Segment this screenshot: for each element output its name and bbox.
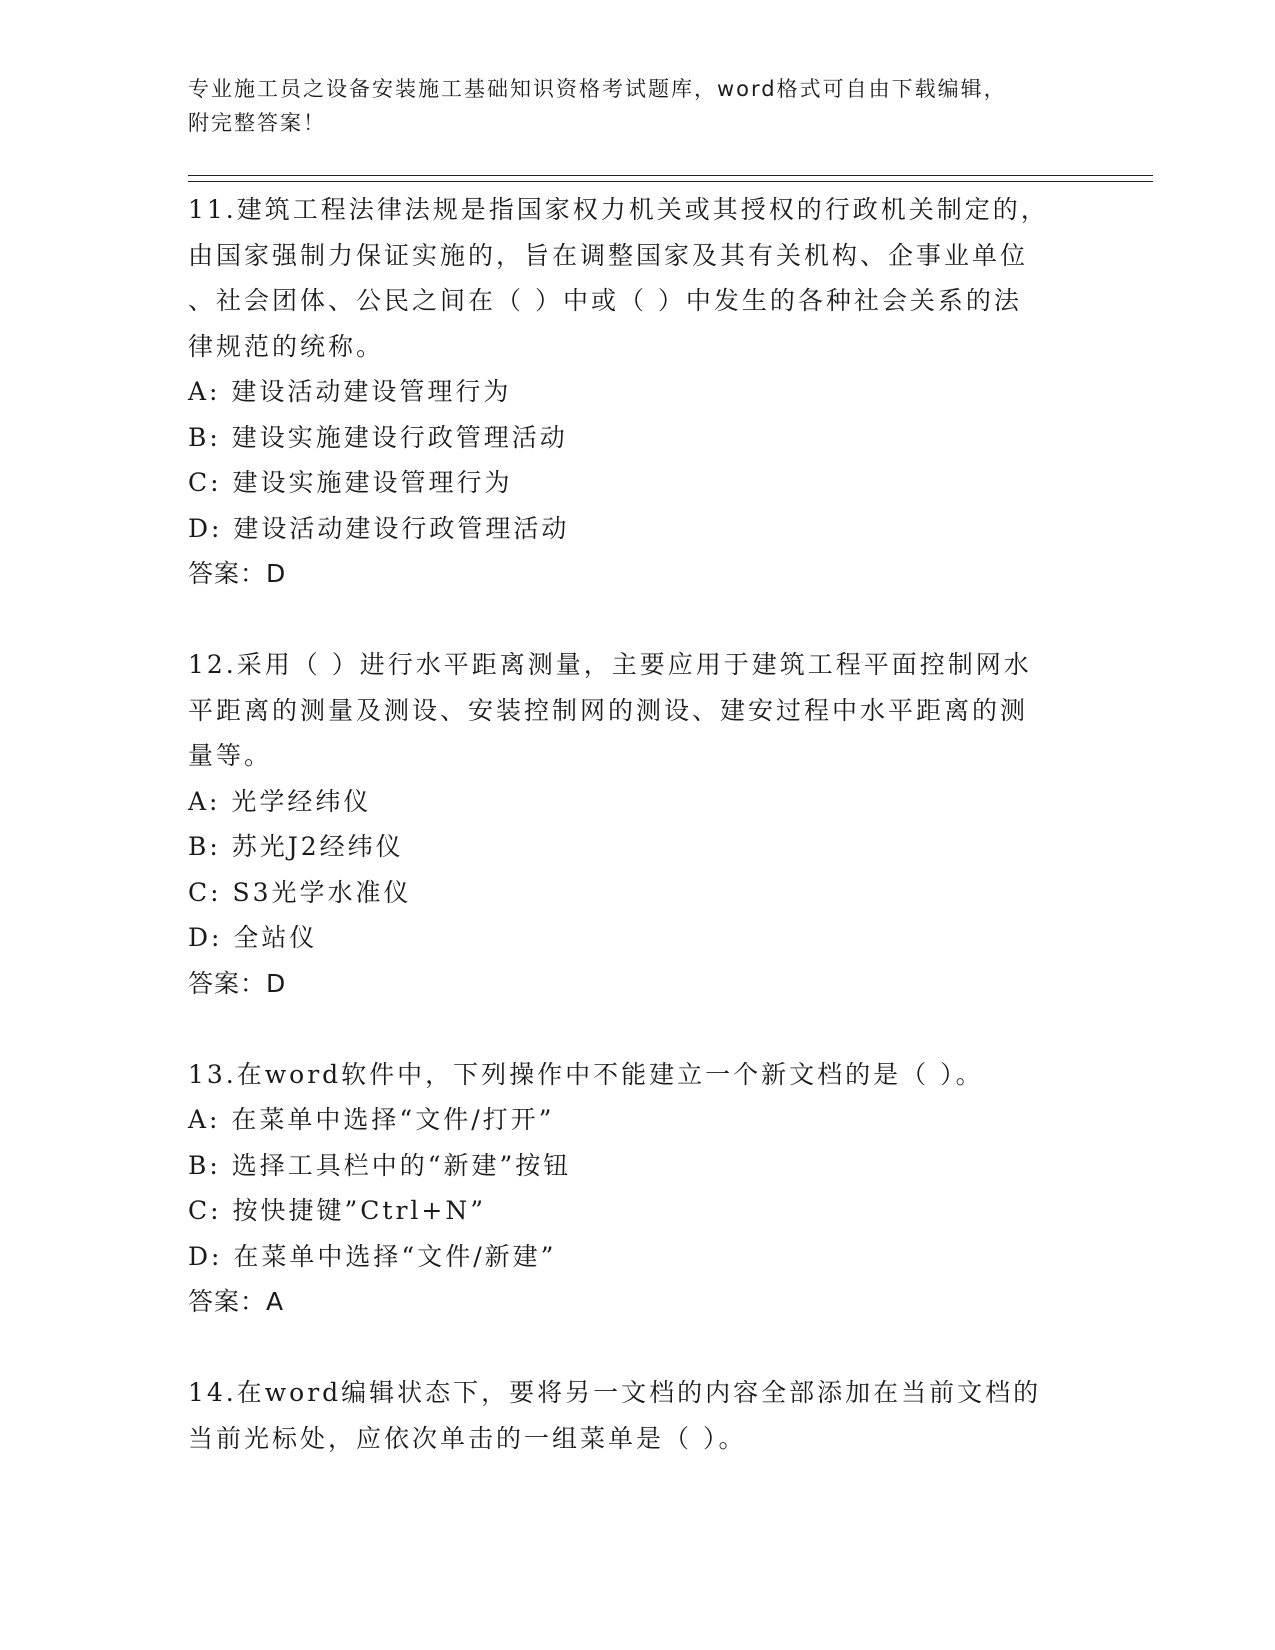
question-stem-line: 由国家强制力保证实施的，旨在调整国家及其有关机构、企事业单位 (188, 240, 1029, 270)
question-stem-line: 平距离的测量及测设、安装控制网的测设、建安过程中水平距离的测 (188, 695, 1029, 725)
option-a: A: 在菜单中选择“文件/打开” (188, 1105, 555, 1134)
header-line-1: 专业施工员之设备安装施工基础知识资格考试题库，word格式可自由下载编辑， (188, 77, 1007, 101)
option-b: B: 苏光J2经纬仪 (188, 832, 404, 861)
option-a: A: 建设活动建设管理行为 (188, 377, 512, 406)
option-b: B: 选择工具栏中的“新建”按钮 (188, 1150, 572, 1180)
question-stem-line: 13.在word软件中，下列操作中不能建立一个新文档的是（ ）。 (188, 1059, 984, 1089)
spacer (188, 597, 1058, 643)
question-12 (188, 642, 1058, 1006)
spacer (188, 1006, 1058, 1052)
question-13 (188, 1052, 1058, 1325)
header-divider-bottom (188, 181, 1153, 182)
question-stem-line: 当前光标处，应依次单击的一组菜单是（ ）。 (188, 1423, 747, 1453)
question-stem-line: 、社会团体、公民之间在（ ）中或（ ）中发生的各种社会关系的法 (188, 286, 1022, 315)
option-a: A: 光学经纬仪 (188, 786, 372, 816)
answer: 答案：D (188, 559, 287, 588)
option-c: C: 建设实施建设管理行为 (188, 468, 513, 497)
answer: 答案：D (188, 968, 287, 998)
question-14 (188, 1370, 1058, 1461)
question-stem-line: 14.在word编辑状态下，要将另一文档的内容全部添加在当前文档的 (188, 1378, 1042, 1407)
answer: 答案：A (188, 1287, 285, 1316)
question-list (188, 187, 1058, 1461)
header-divider-top (188, 175, 1153, 176)
header-line-2: 附完整答案！ (188, 111, 326, 135)
question-stem-line: 律规范的统称。 (188, 331, 385, 361)
question-11 (188, 187, 1058, 597)
document-header (188, 72, 1068, 140)
option-d: D: 全站仪 (188, 923, 318, 952)
option-c: C: 按快捷键”Ctrl+N” (188, 1196, 487, 1225)
option-d: D: 在菜单中选择“文件/新建” (188, 1241, 557, 1271)
question-stem-line: 12.采用（ ）进行水平距离测量，主要应用于建筑工程平面控制网水 (188, 650, 1032, 679)
option-b: B: 建设实施建设行政管理活动 (188, 422, 568, 452)
question-stem-line: 11.建筑工程法律法规是指国家权力机关或其授权的行政机关制定的， (188, 195, 1049, 224)
option-c: C: S3光学水准仪 (188, 877, 412, 907)
option-d: D: 建设活动建设行政管理活动 (188, 513, 570, 543)
spacer (188, 1325, 1058, 1371)
question-stem-line: 量等。 (188, 741, 273, 770)
